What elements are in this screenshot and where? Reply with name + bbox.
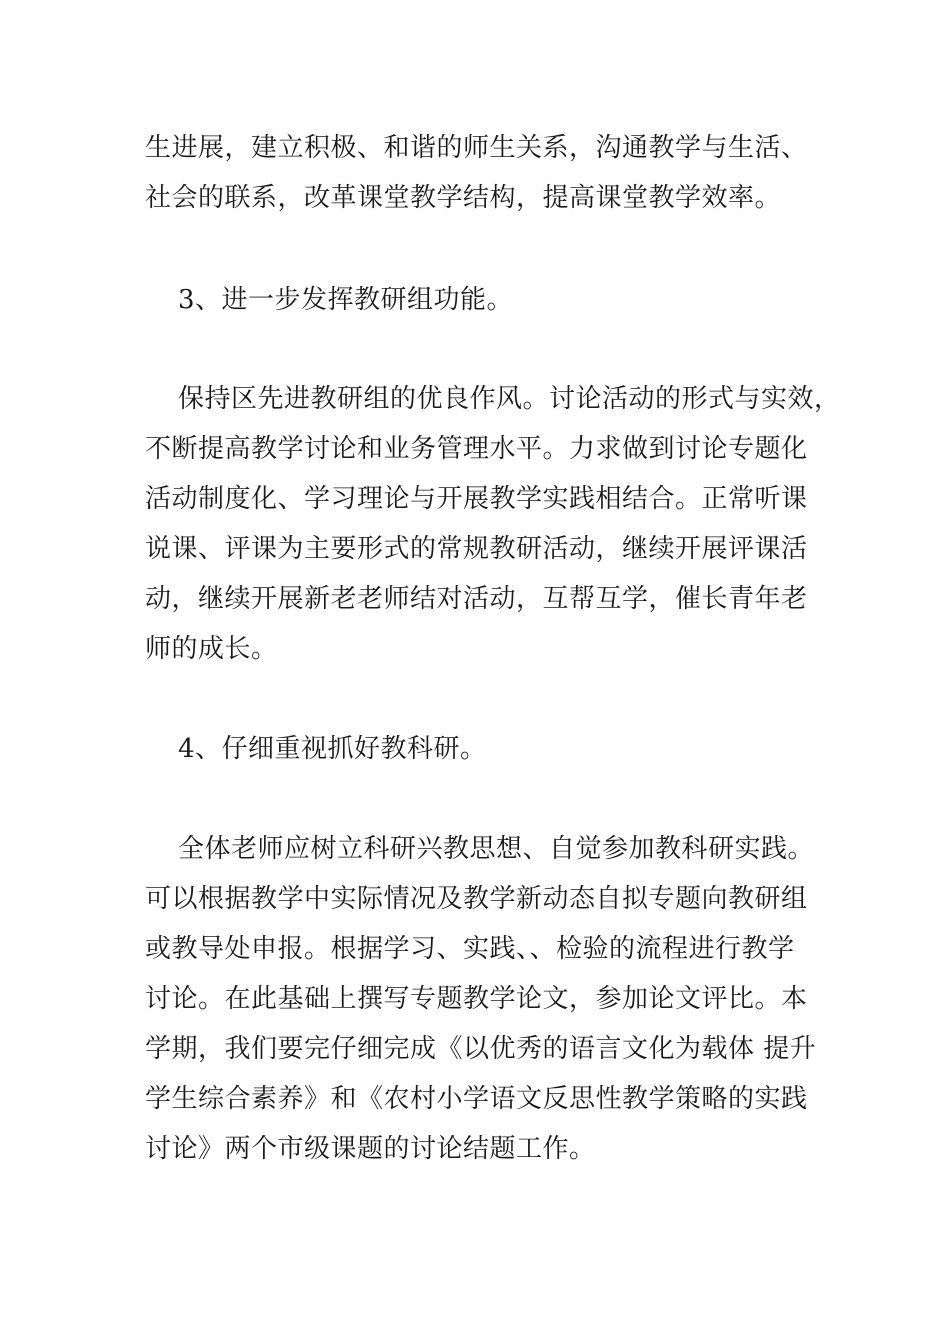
- section-heading: 3、进一步发挥教研组功能。: [178, 285, 514, 315]
- paragraph-line: 讨论》两个市级课题的讨论结题工作。: [145, 1134, 596, 1164]
- paragraph-line: 可以根据教学中实际情况及教学新动态自拟专题向教研组: [145, 884, 808, 914]
- paragraph-line: 保持区先进教研组的优良作风。讨论活动的形式与实效，: [178, 384, 841, 414]
- paragraph-line: 生进展，建立积极、和谐的师生关系，沟通教学与生活、: [145, 133, 808, 163]
- paragraph-line: 社会的联系，改革课堂教学结构，提高课堂教学效率。: [145, 183, 782, 213]
- paragraph-line: 讨论。在此基础上撰写专题教学论文，参加论文评比。本: [145, 984, 808, 1014]
- paragraph-line: 动，继续开展新老老师结对活动，互帮互学，催长青年老: [145, 584, 808, 614]
- paragraph-line: 不断提高教学讨论和业务管理水平。力求做到讨论专题化: [145, 434, 808, 464]
- paragraph-line: 说课、评课为主要形式的常规教研活动，继续开展评课活: [145, 534, 808, 564]
- paragraph-line: 活动制度化、学习理论与开展教学实践相结合。正常听课: [145, 484, 808, 514]
- section-heading: 4、仔细重视抓好教科研。: [178, 734, 487, 764]
- paragraph-line: 学期，我们要完仔细完成《以优秀的语言文化为载体 提升: [145, 1034, 817, 1064]
- paragraph-line: 全体老师应树立科研兴教思想、自觉参加教科研实践。: [178, 834, 815, 864]
- paragraph-line: 学生综合素养》和《农村小学语文反思性教学策略的实践: [145, 1084, 808, 1114]
- paragraph-line: 或教导处申报。根据学习、实践、、检验的流程进行教学: [145, 934, 795, 964]
- paragraph-line: 师的成长。: [145, 634, 278, 664]
